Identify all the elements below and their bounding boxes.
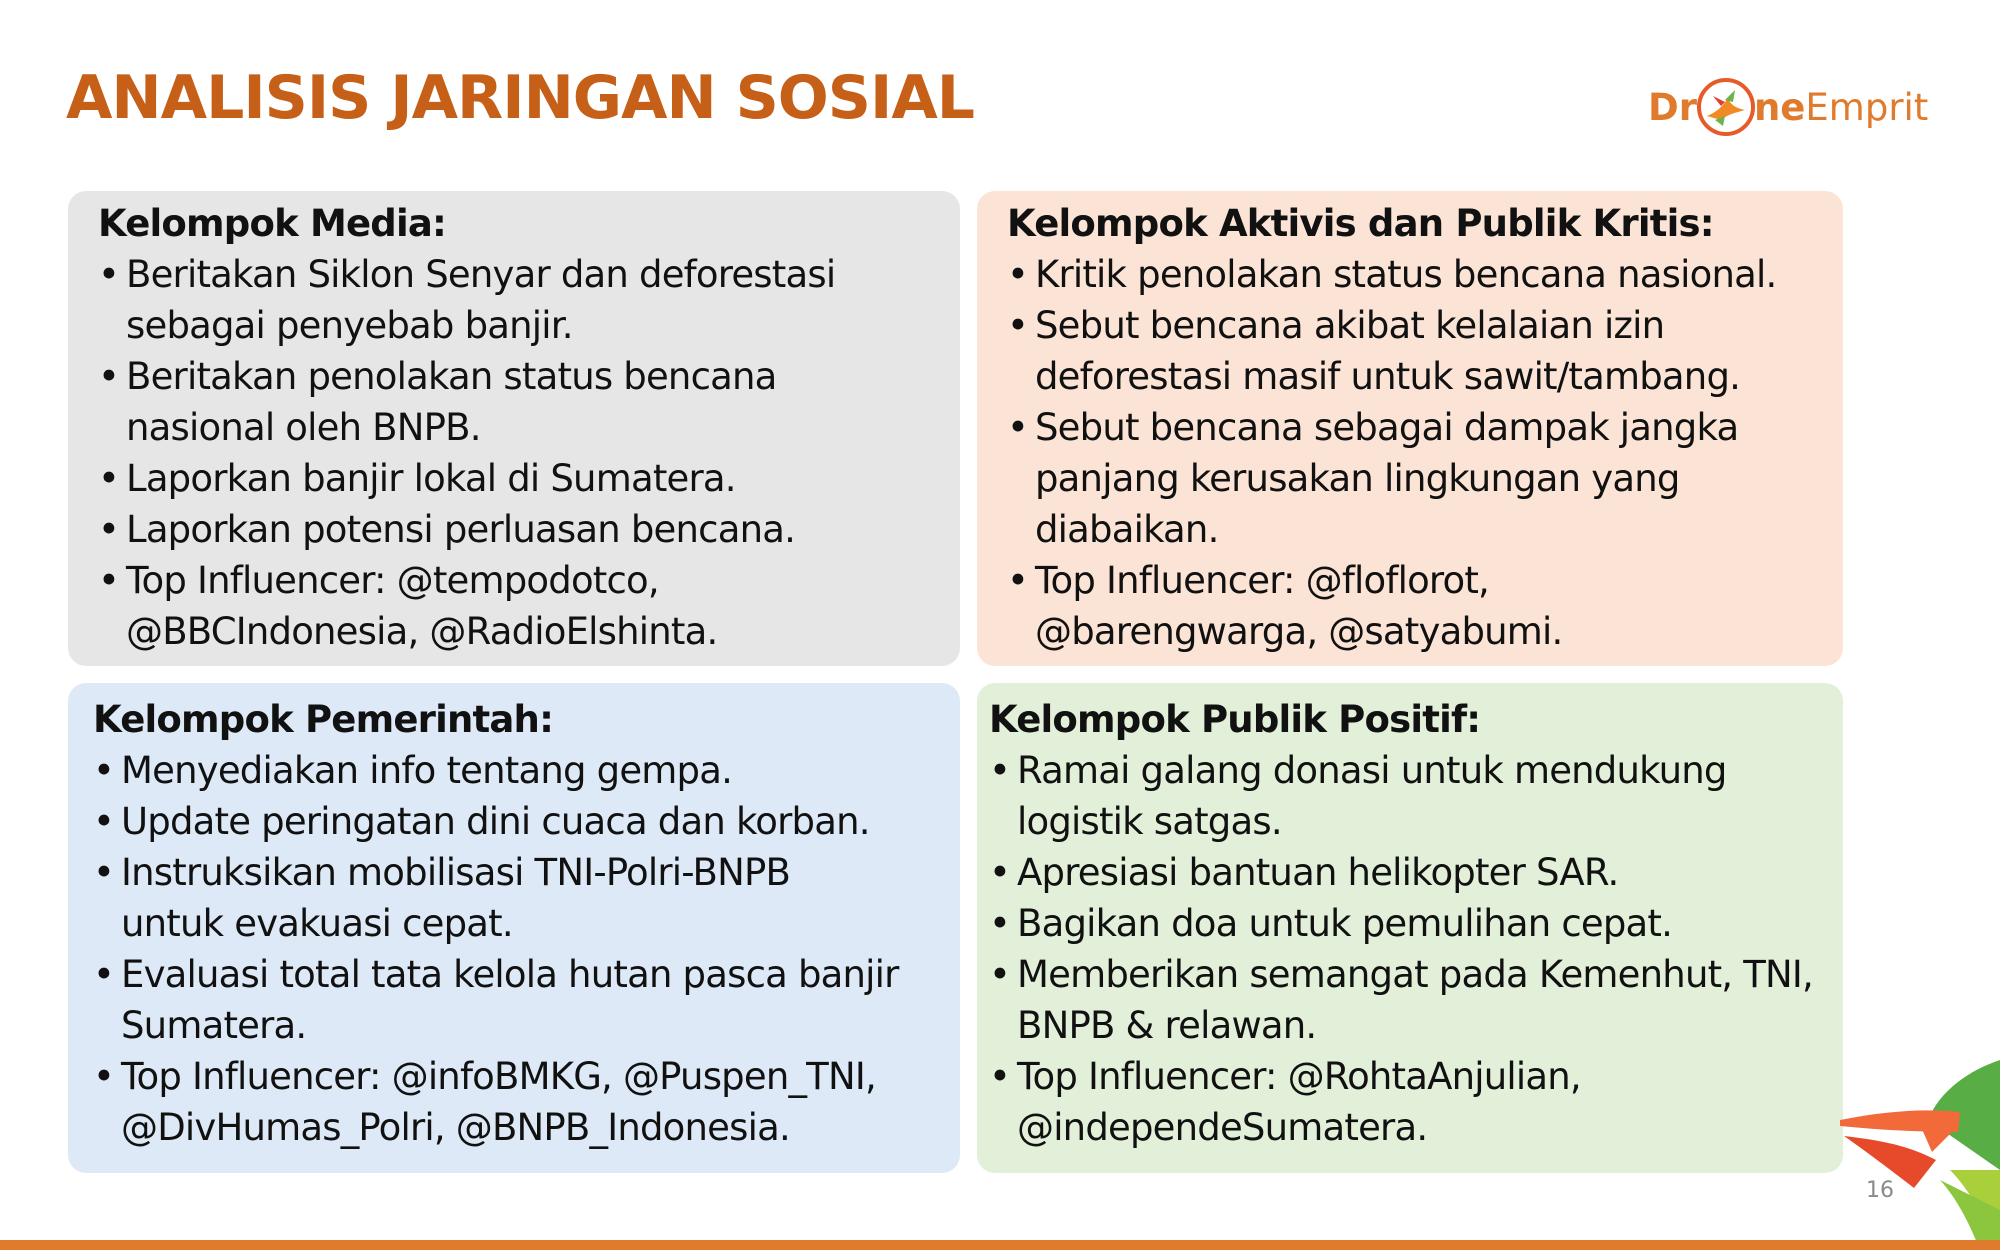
list-item: • Laporkan banjir lokal di Sumatera.	[98, 453, 960, 504]
swoosh-decoration	[1840, 1050, 2000, 1250]
government-bullet-list	[93, 745, 960, 1153]
list-item: • Top Influencer: @RohtaAnjulian, @independeSumatera.	[989, 1051, 1843, 1153]
list-item: • Kritik penolakan status bencana nasional.	[1007, 249, 1843, 300]
positive-bullet-list	[989, 745, 1843, 1153]
card-government-group	[68, 683, 960, 1173]
media-bullet-list	[98, 249, 960, 657]
drone-emprit-logo	[1648, 70, 1929, 144]
drone-bird-icon	[1695, 76, 1757, 138]
card-title-activist: Kelompok Aktivis dan Publik Kritis:	[1007, 202, 1714, 245]
list-item: • Bagikan doa untuk pemulihan cepat.	[989, 898, 1843, 949]
card-media-group	[68, 191, 960, 666]
list-item: • Memberikan semangat pada Kemenhut, TNI, BNPB & relawan.	[989, 949, 1843, 1051]
page-number: 16	[1866, 1178, 1894, 1203]
page-title: ANALISIS JARINGAN SOSIAL	[66, 63, 974, 133]
list-item: • Beritakan Siklon Senyar dan deforestasi sebagai penyebab banjir.	[98, 249, 960, 351]
card-title-media: Kelompok Media:	[98, 202, 447, 245]
list-item: • Sebut bencana sebagai dampak jangka panjang kerusakan lingkungan yang diabaikan.	[1007, 402, 1843, 555]
activist-bullet-list	[1007, 249, 1843, 657]
card-title-positive: Kelompok Publik Positif:	[989, 698, 1481, 741]
list-item: • Update peringatan dini cuaca dan korban.	[93, 796, 960, 847]
logo-text-prefix: Dr	[1648, 85, 1697, 129]
logo-text-light-suffix: Emprit	[1805, 85, 1929, 129]
list-item: • Apresiasi bantuan helikopter SAR.	[989, 847, 1843, 898]
card-title-government: Kelompok Pemerintah:	[93, 698, 554, 741]
list-item: • Laporkan potensi perluasan bencana.	[98, 504, 960, 555]
bottom-accent-bar	[0, 1240, 2000, 1250]
list-item: • Ramai galang donasi untuk mendukung logistik satgas.	[989, 745, 1843, 847]
list-item: • Evaluasi total tata kelola hutan pasca banjir Sumatera.	[93, 949, 960, 1051]
list-item: • Instruksikan mobilisasi TNI-Polri-BNPB untuk evakuasi cepat.	[93, 847, 960, 949]
logo-text-bold-suffix: ne	[1753, 85, 1806, 129]
card-positive-group	[977, 683, 1843, 1173]
list-item: • Sebut bencana akibat kelalaian izin deforestasi masif untuk sawit/tambang.	[1007, 300, 1843, 402]
list-item: • Top Influencer: @floflorot, @barengwarga, @satyabumi.	[1007, 555, 1843, 657]
list-item: • Top Influencer: @infoBMKG, @Puspen_TNI, @DivHumas_Polri, @BNPB_Indonesia.	[93, 1051, 960, 1153]
list-item: • Menyediakan info tentang gempa.	[93, 745, 960, 796]
list-item: • Top Influencer: @tempodotco, @BBCIndonesia, @RadioElshinta.	[98, 555, 960, 657]
card-activist-group	[977, 191, 1843, 666]
list-item: • Beritakan penolakan status bencana nasional oleh BNPB.	[98, 351, 960, 453]
